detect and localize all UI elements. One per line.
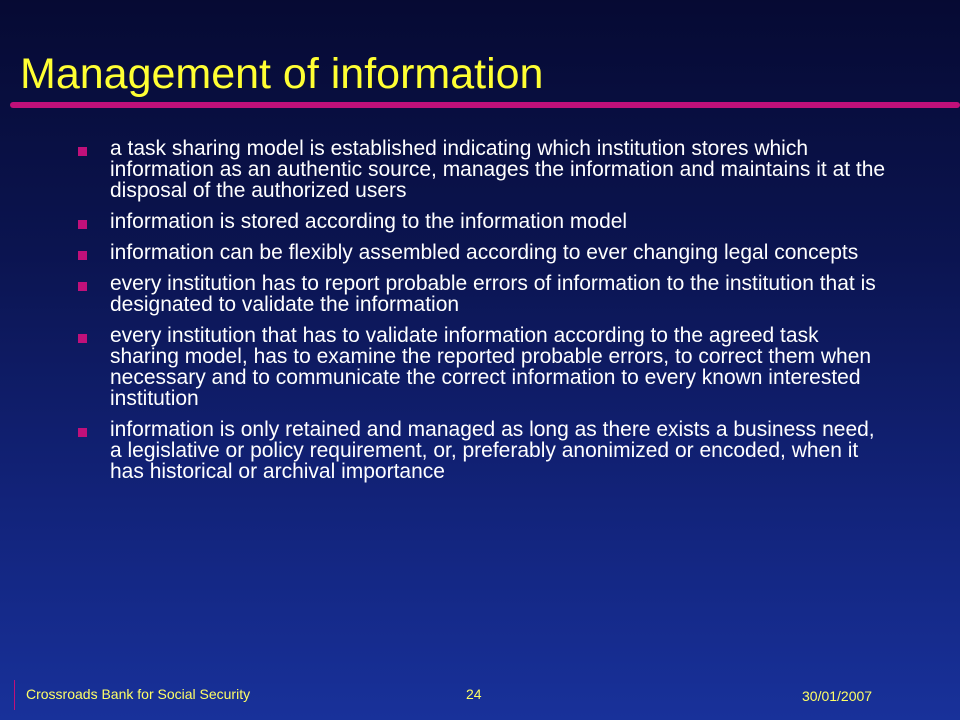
bullet-list (78, 138, 888, 482)
bullet-square-icon (78, 282, 87, 291)
bullet-square-icon (78, 251, 87, 260)
bullet-square-icon (78, 147, 87, 156)
bullet-item (78, 419, 888, 482)
bullet-square-icon (78, 428, 87, 437)
bullet-item (78, 242, 888, 263)
footer-date: 30/01/2007 (802, 688, 873, 704)
title-underline (10, 102, 960, 108)
bullet-item (78, 273, 888, 315)
bullet-item (78, 138, 888, 201)
footer-divider (14, 680, 15, 710)
bullet-square-icon (78, 334, 87, 343)
bullet-square-icon (78, 220, 87, 229)
slide-title: Management of information (20, 50, 544, 98)
bullet-text: information is stored according to the information model (110, 210, 628, 233)
bullet-text: every institution that has to validate information according to the agreed task sharing model, has to examine the reported probable errors, to correct them when necessary and to communicate the correct information to every known interested institution (110, 324, 872, 410)
bullet-text: every institution has to report probable errors of information to the institution that is designated to validate the information (110, 272, 876, 316)
bullet-text: a task sharing model is established indicating which institution stores which information as an authentic source, manages the information and maintains it at the disposal of the authorized users (110, 137, 886, 202)
footer-organization: Crossroads Bank for Social Security (26, 686, 251, 702)
bullet-item (78, 211, 888, 232)
bullet-item (78, 325, 888, 409)
page-number: 24 (466, 686, 482, 702)
bullet-text: information can be flexibly assembled according to ever changing legal concepts (110, 241, 859, 264)
bullet-text: information is only retained and managed as long as there exists a business need, a legislative or policy requirement, or, preferably anonimized or encoded, when it has historical or archival importance (110, 418, 875, 483)
